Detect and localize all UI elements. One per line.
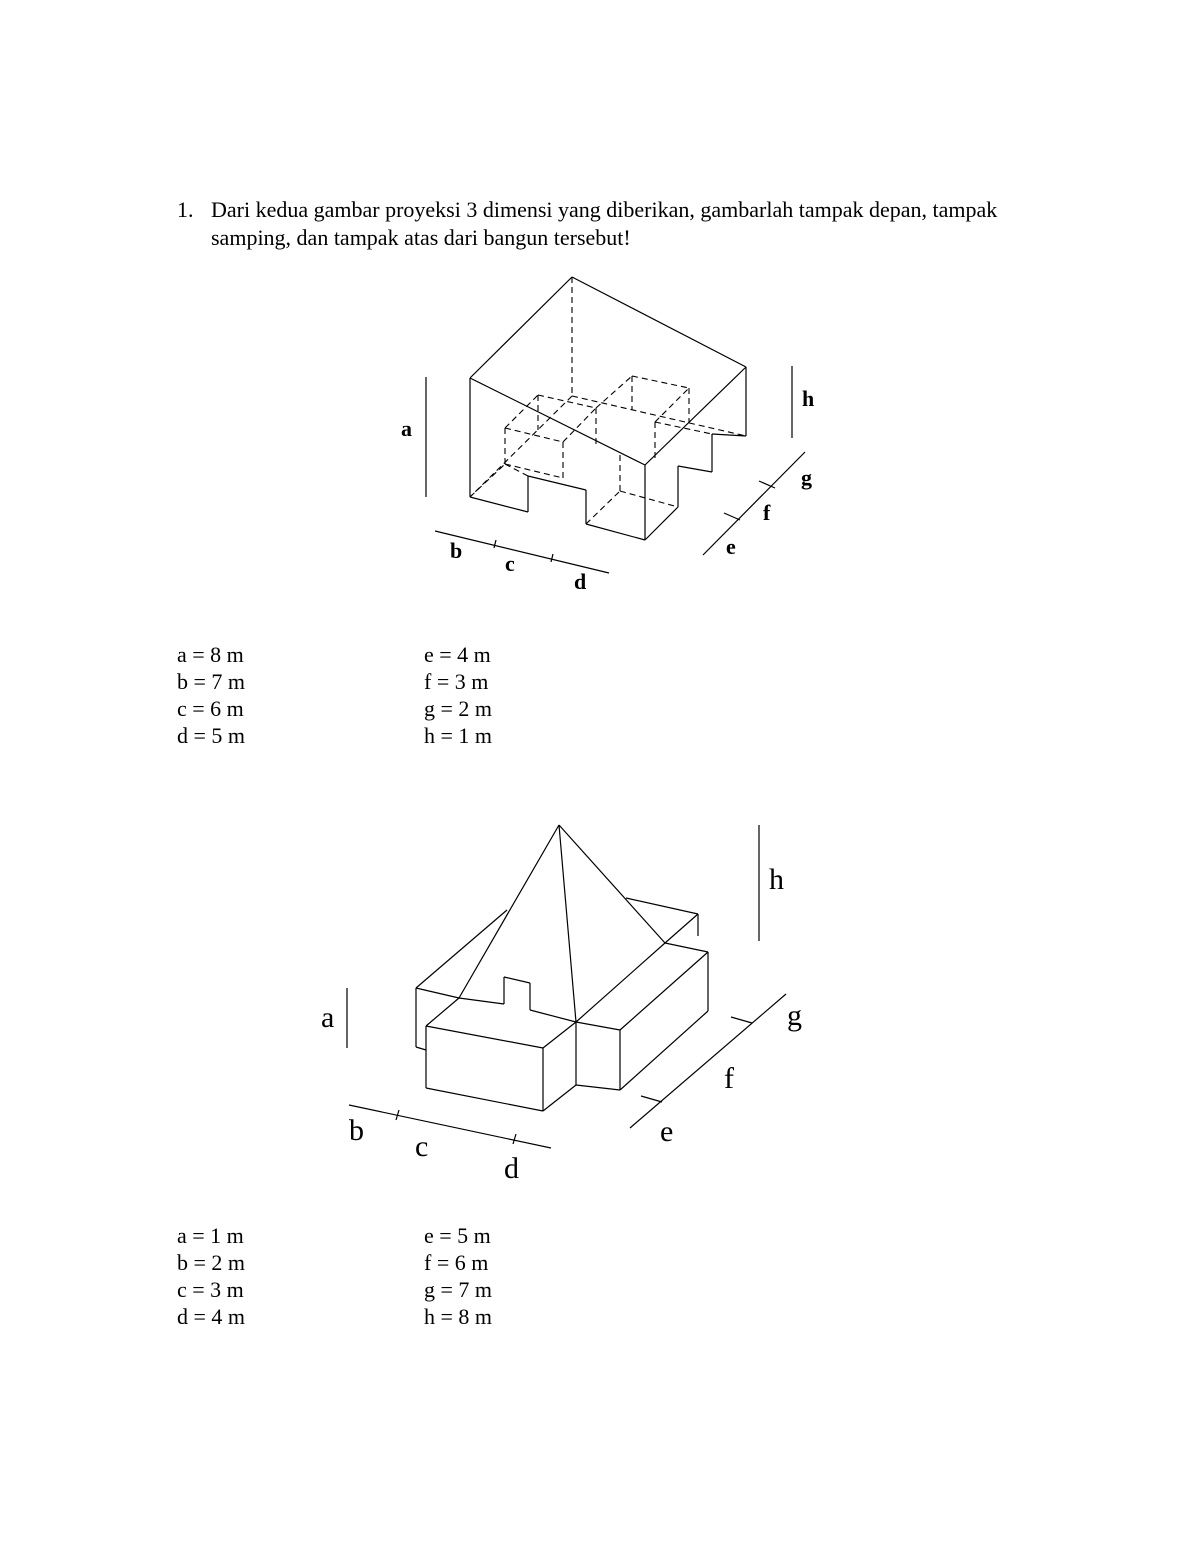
fig2-dim-h: h = 8 m: [424, 1304, 493, 1329]
fig1-label-e: e: [726, 534, 736, 559]
fig2-dim-e: e = 5 m: [424, 1223, 491, 1248]
figure-2-labels: [321, 863, 802, 1185]
fig2-label-e: e: [660, 1115, 674, 1148]
fig2-label-g: g: [787, 999, 802, 1032]
figure-1-dimension-lines: [426, 366, 805, 573]
fig1-label-d: d: [574, 569, 587, 594]
figure-1-labels: [401, 386, 814, 594]
fig2-dim-b: b = 2 m: [177, 1250, 246, 1275]
fig2-dim-d: d = 4 m: [177, 1304, 246, 1329]
figure-1-hidden-edges: [470, 277, 746, 524]
fig2-dims-right: [424, 1222, 492, 1330]
fig2-label-c: c: [415, 1130, 429, 1163]
fig1-dim-e: e = 4 m: [424, 642, 491, 667]
fig2-dim-c: c = 3 m: [177, 1277, 244, 1302]
fig2-dim-g: g = 7 m: [424, 1277, 493, 1302]
fig1-dim-c: c = 6 m: [177, 696, 244, 721]
fig2-label-b: b: [349, 1114, 364, 1147]
fig1-dims-right: [424, 641, 492, 749]
fig2-dims-left: [177, 1222, 245, 1330]
fig2-dim-f: f = 6 m: [424, 1250, 489, 1275]
fig1-dim-g: g = 2 m: [424, 696, 493, 721]
fig1-dim-b: b = 7 m: [177, 669, 246, 694]
fig2-label-a: a: [321, 1001, 335, 1034]
fig2-label-d: d: [504, 1152, 519, 1185]
figure-2-edges: [416, 825, 708, 1111]
fig1-label-a: a: [401, 416, 412, 441]
fig1-label-f: f: [763, 500, 771, 525]
fig1-dim-h: h = 1 m: [424, 723, 493, 748]
figure-2-dimension-lines: [347, 825, 786, 1148]
question-text: Dari kedua gambar proyeksi 3 dimensi yang diberikan, gambarlah tampak depan, tampak samping, dan tampak atas dari bangun tersebut!: [211, 197, 998, 250]
fig1-dim-f: f = 3 m: [424, 669, 489, 694]
question-number: 1.: [177, 197, 194, 222]
fig1-label-b: b: [450, 538, 463, 563]
figure-1-solid-edges: [470, 277, 746, 540]
fig1-label-h: h: [802, 386, 815, 411]
fig1-label-g: g: [801, 465, 812, 490]
fig1-dim-d: d = 5 m: [177, 723, 246, 748]
fig2-label-h: h: [769, 863, 784, 896]
fig2-dim-a: a = 1 m: [177, 1223, 244, 1248]
fig1-dim-a: a = 8 m: [177, 642, 244, 667]
fig2-label-f: f: [724, 1062, 734, 1095]
fig1-label-c: c: [505, 551, 515, 576]
fig1-dims-left: [177, 641, 245, 749]
